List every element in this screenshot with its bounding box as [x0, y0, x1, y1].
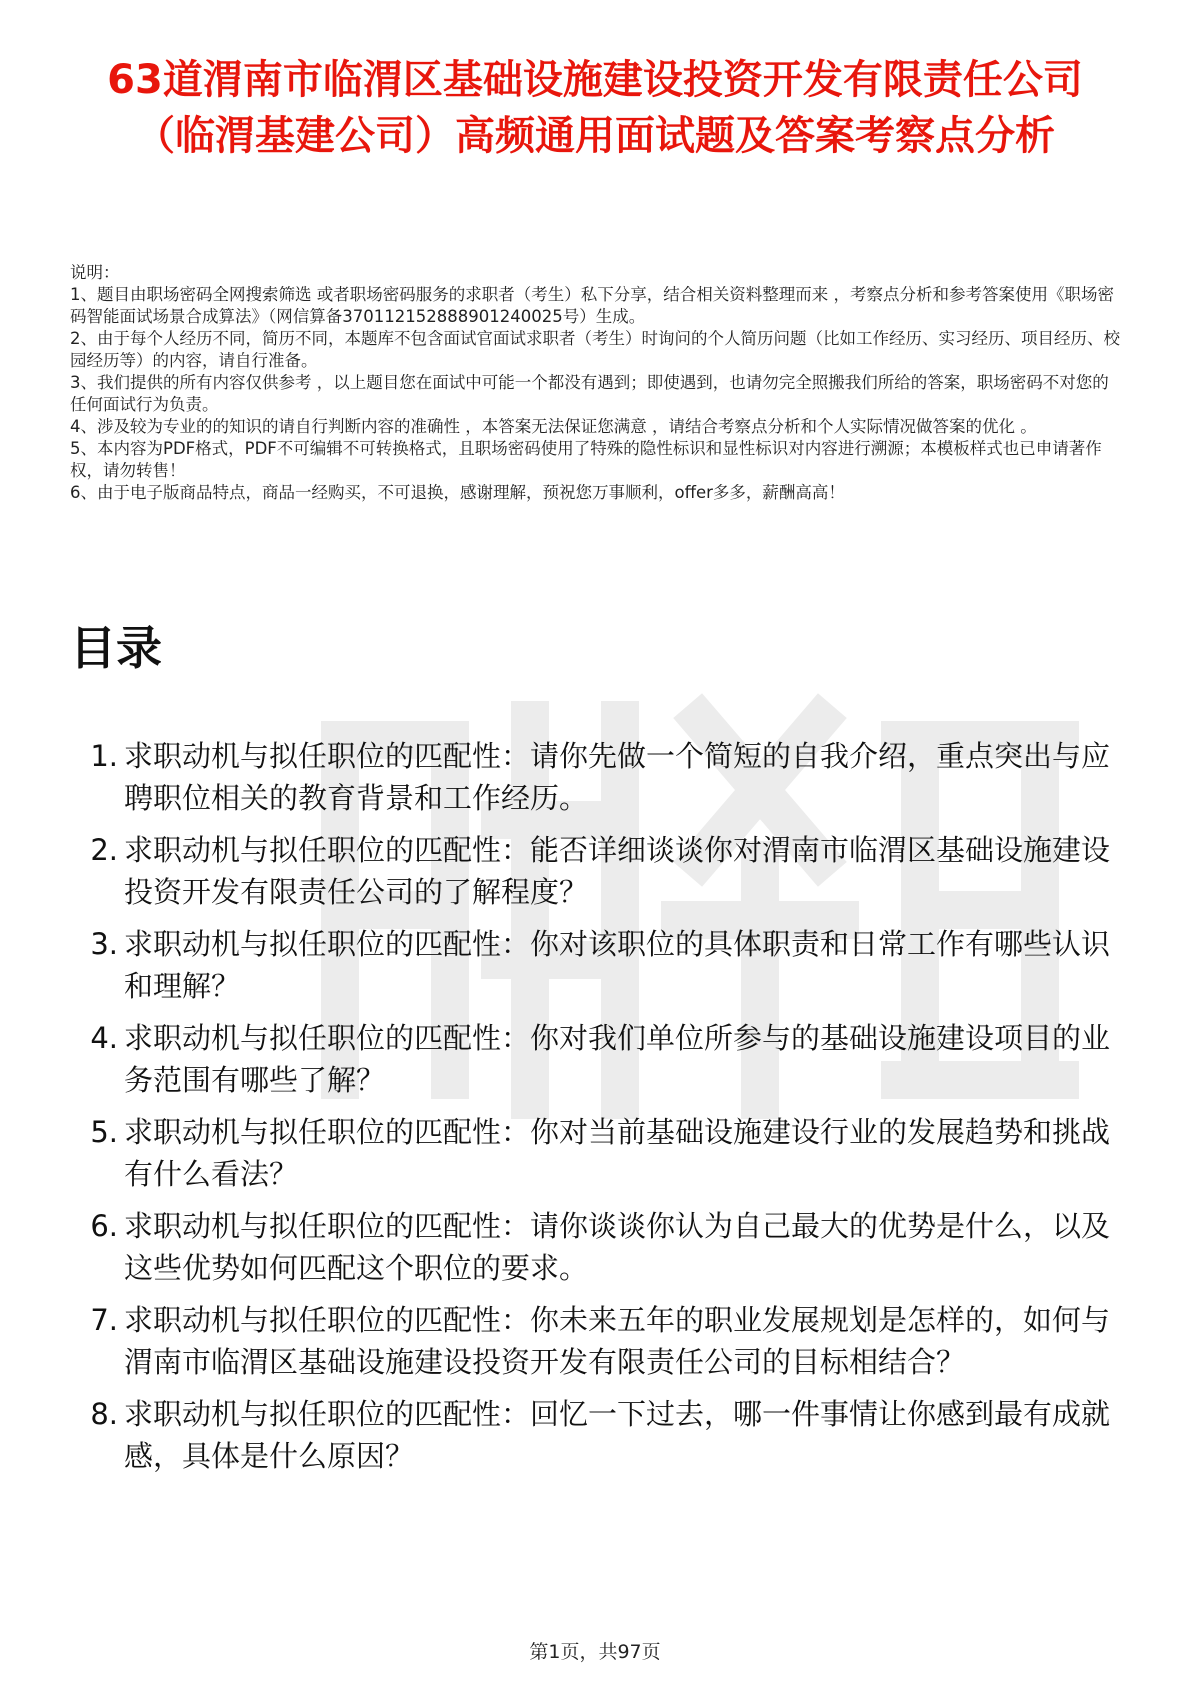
- toc-item-number: 2.: [90, 833, 118, 867]
- notes-heading: 说明：: [70, 263, 120, 282]
- note-item: 5、本内容为PDF格式，PDF不可编辑不可转换格式，且职场密码使用了特殊的隐性标识和显性标识对内容进行溯源；本模板样式也已申请著作权，请勿转售！: [70, 439, 1102, 480]
- document-title: 63道渭南市临渭区基础设施建设投资开发有限责任公司（临渭基建公司）高频通用面试题及答案考察点分析: [107, 57, 1083, 159]
- toc-item-text: 求职动机与拟任职位的匹配性：你对该职位的具体职责和日常工作有哪些认识和理解？: [124, 927, 1111, 1003]
- toc-item-text: 求职动机与拟任职位的匹配性：你对当前基础设施建设行业的发展趋势和挑战有什么看法？: [124, 1115, 1111, 1191]
- toc-item-text: 求职动机与拟任职位的匹配性：回忆一下过去，哪一件事情让你感到最有成就感，具体是什么原因？: [124, 1397, 1111, 1473]
- note-item: 3、我们提供的所有内容仅供参考 ，以上题目您在面试中可能一个都没有遇到；即使遇到，也请勿完全照搬我们所给的答案，职场密码不对您的任何面试行为负责。: [70, 373, 1109, 414]
- toc-item-number: 3.: [90, 927, 118, 961]
- toc-item-number: 1.: [90, 739, 118, 773]
- toc-item-text: 求职动机与拟任职位的匹配性：你对我们单位所参与的基础设施建设项目的业务范围有哪些了解？: [124, 1021, 1111, 1097]
- toc-item[interactable]: [70, 1111, 1130, 1195]
- toc-heading: 目录: [70, 621, 162, 675]
- toc-item-number: 7.: [90, 1303, 118, 1337]
- toc-item-text: 求职动机与拟任职位的匹配性：请你先做一个简短的自我介绍，重点突出与应聘职位相关的教育背景和工作经历。: [124, 739, 1111, 815]
- toc-list: [70, 735, 1130, 1487]
- toc-item[interactable]: [70, 923, 1130, 1007]
- toc-item-number: 5.: [90, 1115, 118, 1149]
- toc-item[interactable]: [70, 1017, 1130, 1101]
- toc-item-text: 求职动机与拟任职位的匹配性：你未来五年的职业发展规划是怎样的，如何与渭南市临渭区基础设施建设投资开发有限责任公司的目标相结合？: [124, 1303, 1111, 1379]
- toc-item[interactable]: [70, 829, 1130, 913]
- notes-section: [70, 262, 1120, 504]
- toc-item-number: 8.: [90, 1397, 118, 1431]
- page-footer: 第1页，共97页: [529, 1641, 661, 1663]
- toc-item[interactable]: [70, 1299, 1130, 1383]
- toc-item-text: 求职动机与拟任职位的匹配性：能否详细谈谈你对渭南市临渭区基础设施建设投资开发有限责任公司的了解程度？: [124, 833, 1111, 909]
- toc-item[interactable]: [70, 735, 1130, 819]
- toc-item-text: 求职动机与拟任职位的匹配性：请你谈谈你认为自己最大的优势是什么，以及这些优势如何匹配这个职位的要求。: [124, 1209, 1111, 1285]
- note-item: 2、由于每个人经历不同，简历不同，本题库不包含面试官面试求职者（考生）时询问的个人简历问题（比如工作经历、实习经历、项目经历、校园经历等）的内容，请自行准备。: [70, 329, 1120, 370]
- note-item: 1、题目由职场密码全网搜索筛选 或者职场密码服务的求职者（考生）私下分享，结合相关资料整理而来 ，考察点分析和参考答案使用《职场密码智能面试场景合成算法》（网信算备370112152888901240025号）生成。: [70, 285, 1114, 326]
- note-item: 4、涉及较为专业的的知识的请自行判断内容的准确性 ，本答案无法保证您满意 ，请结合考察点分析和个人实际情况做答案的优化 。: [70, 417, 1037, 436]
- toc-item-number: 4.: [90, 1021, 118, 1055]
- toc-item-number: 6.: [90, 1209, 118, 1243]
- note-item: 6、由于电子版商品特点，商品一经购买，不可退换，感谢理解，预祝您万事顺利，offer多多，薪酬高高！: [70, 483, 845, 502]
- toc-item[interactable]: [70, 1205, 1130, 1289]
- toc-item[interactable]: [70, 1393, 1130, 1477]
